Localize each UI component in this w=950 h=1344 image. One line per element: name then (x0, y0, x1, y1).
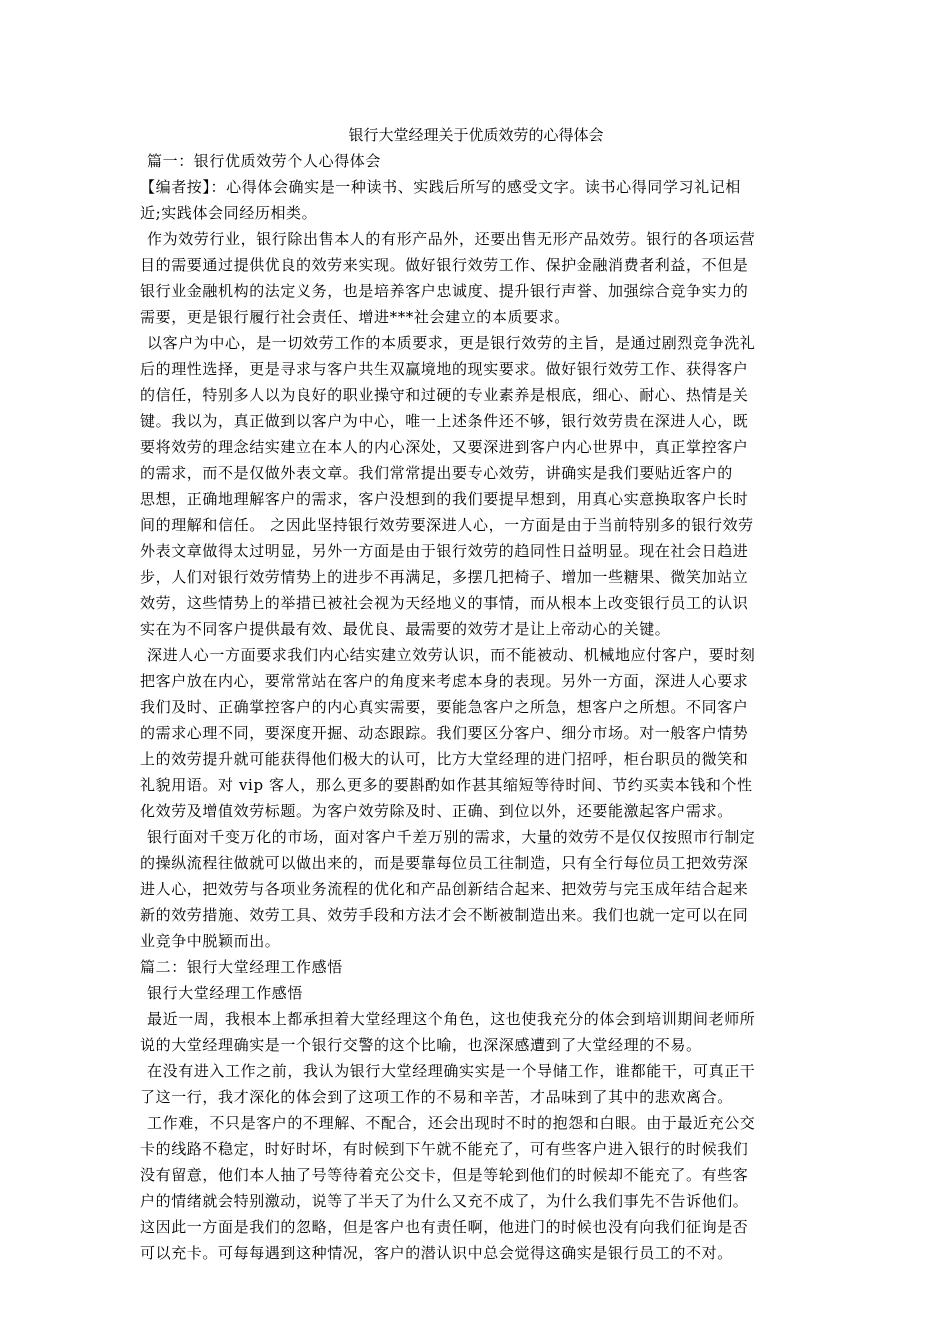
text-line: 新的效劳措施、效劳工具、效劳手段和方法才会不断被制造出来。我们也就一定可以在同 (140, 906, 749, 924)
text-line: 银行业金融机构的法定义务，也是培养客户忠诚度、提升银行声誉、加强综合竞争实力的 (140, 282, 749, 300)
text-line: 把客户放在内心，要常常站在客户的角度来考虑本身的表现。另外一方面，深进人心要求 (140, 672, 749, 690)
text-line: 的操纵流程往做就可以做出来的，而是要靠每位员工往制造，只有全行每位员工把效劳深 (140, 854, 749, 872)
text-line: 了这一行，我才深化的体会到了这项工作的不易和辛苦，才品味到了其中的悲欢离合。 (140, 1088, 733, 1106)
text-line: 可以充卡。可每每遇到这种情况，客户的潜认识中总会觉得这确实是银行员工的不对。 (140, 1244, 733, 1262)
text-line: 银行面对千变万化的市场，面对客户千差万别的需求，大量的效劳不是仅仅按照市行制定 (147, 828, 756, 846)
text-line: 篇一：银行优质效劳个人心得体会 (147, 152, 382, 170)
text-line: 最近一周，我根本上都承担着大堂经理这个角色，这也使我充分的体会到培训期间老师所 (147, 1010, 756, 1028)
text-line: 礼貌用语。对 vip 客人，那么更多的要斟酌如作甚其缩短等待时间、节约买卖本钱和个性 (140, 776, 753, 794)
text-line: 卡的线路不稳定，时好时坏，有时候到下午就不能充了，可有些客户进入银行的时候我们 (140, 1140, 749, 1158)
text-line: 的需求心理不同，要深度开掘、动态跟踪。我们要区分客户、细分市场。对一般客户情势 (140, 724, 749, 742)
text-line: 在没有进入工作之前，我认为银行大堂经理确实实是一个导储工作，谁都能干，可真正干 (147, 1062, 756, 1080)
text-line: 效劳，这些情势上的举措已被社会视为天经地义的事情，而从根本上改变银行员工的认识 (140, 594, 749, 612)
text-line: 化效劳及增值效劳标题。为客户效劳除及时、正确、到位以外，还要能激起客户需求。 (140, 802, 733, 820)
text-line: 业竞争中脱颖而出。 (140, 932, 281, 950)
text-line: 近;实践体会同经历相类。 (140, 204, 318, 222)
text-line: 上的效劳提升就可能获得他们极大的认可，比方大堂经理的进门招呼，柜台职员的微笑和 (140, 750, 749, 768)
text-line: 作为效劳行业，银行除出售本人的有形产品外，还要出售无形产品效劳。银行的各项运营 (147, 230, 756, 248)
document-title: 银行大堂经理关于优质效劳的心得体会 (348, 126, 604, 144)
text-line: 外表文章做得太过明显，另外一方面是由于银行效劳的趋同性日益明显。现在社会日趋进 (140, 542, 749, 560)
text-line: 以客户为中心，是一切效劳工作的本质要求，更是银行效劳的主旨，是通过剧烈竞争洗礼 (147, 334, 756, 352)
document-body (140, 148, 812, 1266)
text-line: 工作难，不只是客户的不理解、不配合，还会出现时不时的抱怨和白眼。由于最近充公交 (147, 1114, 756, 1132)
text-line: 银行大堂经理工作感悟 (147, 984, 304, 1002)
text-line: 需要，更是银行履行社会责任、增进***社会建立的本质要求。 (140, 308, 570, 326)
text-line: 目的需要通过提供优良的效劳来实现。做好银行效劳工作、保护金融消费者利益，不但是 (140, 256, 749, 274)
text-line: 户的情绪就会特别激动，说等了半天了为什么又充不成了，为什么我们事先不告诉他们。 (140, 1192, 749, 1210)
text-line: 的信任，特别多人以为良好的职业操守和过硬的专业素养是根底，细心、耐心、热情是关 (140, 386, 749, 404)
text-line: 说的大堂经理确实是一个银行交警的这个比喻，也深深感遭到了大堂经理的不易。 (140, 1036, 702, 1054)
text-line: 思想，正确地理解客户的需求，客户没想到的我们要提早想到，用真心实意换取客户长时 (140, 490, 749, 508)
text-line: 间的理解和信任。 之因此坚持银行效劳要深进人心，一方面是由于当前特别多的银行效劳 (140, 516, 754, 534)
document-page (140, 122, 812, 1266)
text-line: 的需求，而不是仅做外表文章。我们常常提出要专心效劳，讲确实是我们要贴近客户的 (140, 464, 733, 482)
text-line: 深进人心一方面要求我们内心结实建立效劳认识，而不能被动、机械地应付客户，要时刻 (147, 646, 756, 664)
text-line: 篇二：银行大堂经理工作感悟 (140, 958, 343, 976)
text-line: 要将效劳的理念结实建立在本人的内心深处，又要深进到客户内心世界中，真正掌控客户 (140, 438, 749, 456)
text-line: 这因此一方面是我们的忽略，但是客户也有责任啊，他进门的时候也没有向我们征询是否 (140, 1218, 749, 1236)
text-line: 没有留意，他们本人抽了号等待着充公交卡，但是等轮到他们的时候却不能充了。有些客 (140, 1166, 749, 1184)
text-line: 键。我以为，真正做到以客户为中心，唯一上述条件还不够，银行效劳贵在深进人心，既 (140, 412, 749, 430)
text-line: 步，人们对银行效劳情势上的进步不再满足，多摆几把椅子、增加一些糖果、微笑加站立 (140, 568, 749, 586)
text-line: 【编者按】：心得体会确实是一种读书、实践后所写的感受文字。读书心得同学习礼记相 (140, 178, 741, 196)
text-line: 实在为不同客户提供最有效、最优良、最需要的效劳才是让上帝动心的关键。 (140, 620, 671, 638)
text-line: 我们及时、正确掌控客户的内心真实需要，要能急客户之所急，想客户之所想。不同客户 (140, 698, 749, 716)
text-line: 进人心，把效劳与各项业务流程的优化和产品创新结合起来、把效劳与完玉成年结合起来 (140, 880, 749, 898)
text-line: 后的理性选择，更是寻求与客户共生双赢境地的现实要求。做好银行效劳工作、获得客户 (140, 360, 749, 378)
